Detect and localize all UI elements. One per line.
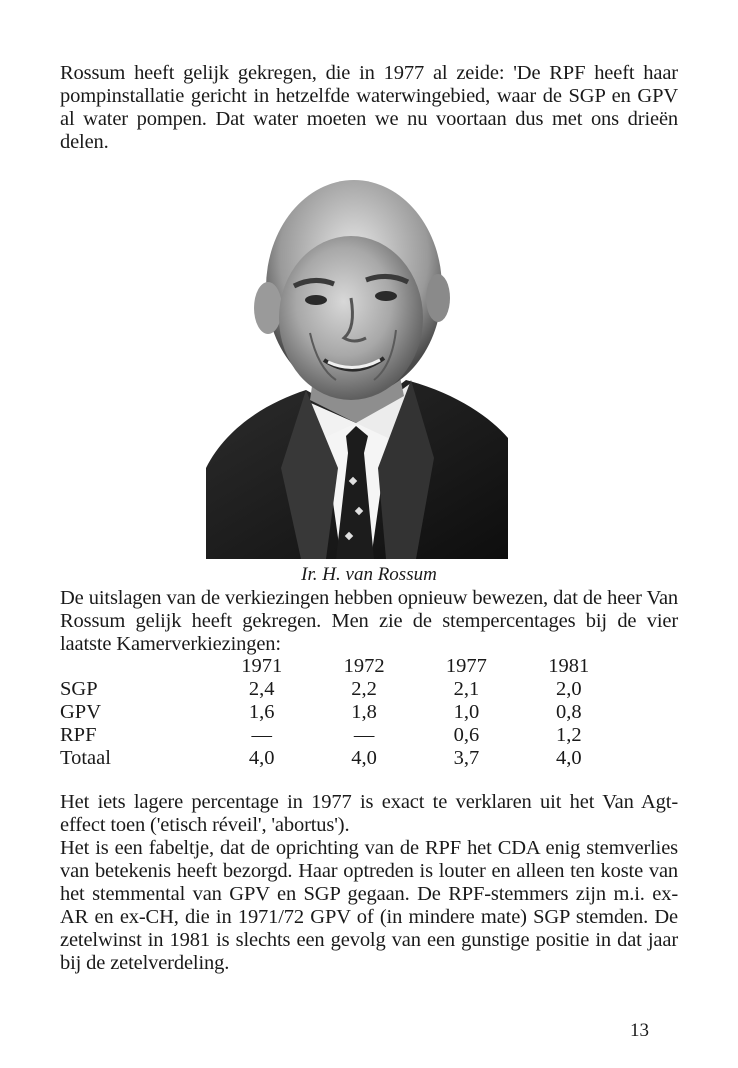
table-cell: 4,0	[351, 747, 377, 769]
table-header-year: 1972	[343, 655, 385, 677]
table-cell: 0,8	[555, 701, 582, 723]
fable-paragraph: Het is een fabeltje, dat de oprichting van de RPF het CDA enig stemverlies van betekenis heeft bezorgd. Haar optreden is louter en alleen ten koste van het stemmental van GPV en SGP gegaan. De RPF-stemmers zijn m.i. ex-AR en ex-CH, die in 1971/72 GPV of (in mindere mate) SGP stemden. De zetelwinst in 1981 is slechts een gevolg van een gunstige positie in dat jaar bij de zetelverdeling.	[60, 837, 678, 974]
table-cell: 4,0	[248, 747, 275, 769]
table-header-year: 1981	[548, 655, 590, 677]
table-cell: —	[353, 724, 375, 746]
table-row	[60, 701, 620, 724]
table-cell: 3,7	[453, 747, 480, 769]
intro-paragraph: Rossum heeft gelijk gekregen, die in 1977 al zeide: 'De RPF heeft haar pompinstallatie gericht in hetzelfde waterwingebied, waar de SGP en GPV al water pompen. Dat water moeten we nu voortaan dus met ons drieën delen.	[60, 62, 678, 153]
table-cell: 1,8	[351, 701, 377, 723]
table-header-year: 1977	[445, 655, 487, 677]
table-cell: —	[251, 724, 272, 746]
vote-percentage-table	[60, 655, 620, 770]
party-label: SGP	[60, 678, 98, 700]
table-cell: 0,6	[453, 724, 480, 746]
table-cell: 2,4	[248, 678, 275, 700]
table-cell: 2,0	[555, 678, 582, 700]
table-cell: 1,2	[555, 724, 582, 746]
table-header-year: 1971	[241, 655, 283, 677]
photo-caption: Ir. H. van Rossum	[301, 564, 437, 585]
table-cell: 2,1	[453, 678, 480, 700]
page-number: 13	[630, 1020, 649, 1041]
table-header-row	[60, 655, 620, 678]
results-intro-paragraph: De uitslagen van de verkiezingen hebben opnieuw bewezen, dat de heer Van Rossum gelijk heeft gekregen. Men zie de stempercentages bij de vier laatste Kamerverkiezingen:	[60, 587, 678, 655]
table-cell: 4,0	[555, 747, 582, 769]
party-label: GPV	[60, 701, 102, 723]
table-row	[60, 678, 620, 701]
lower-percentage-paragraph: Het iets lagere percentage in 1977 is exact te verklaren uit het Van Agt-effect toen ('etisch réveil', 'abortus').	[60, 791, 678, 836]
portrait-illustration	[206, 168, 508, 559]
party-label: Totaal	[60, 747, 111, 769]
portrait-photo	[206, 168, 508, 559]
party-label: RPF	[60, 724, 97, 746]
table-header-blank	[60, 655, 211, 678]
table-cell: 1,6	[248, 701, 275, 723]
table-cell: 2,2	[351, 678, 377, 700]
table-cell: 1,0	[453, 701, 480, 723]
table-row	[60, 747, 620, 770]
table-row	[60, 724, 620, 747]
